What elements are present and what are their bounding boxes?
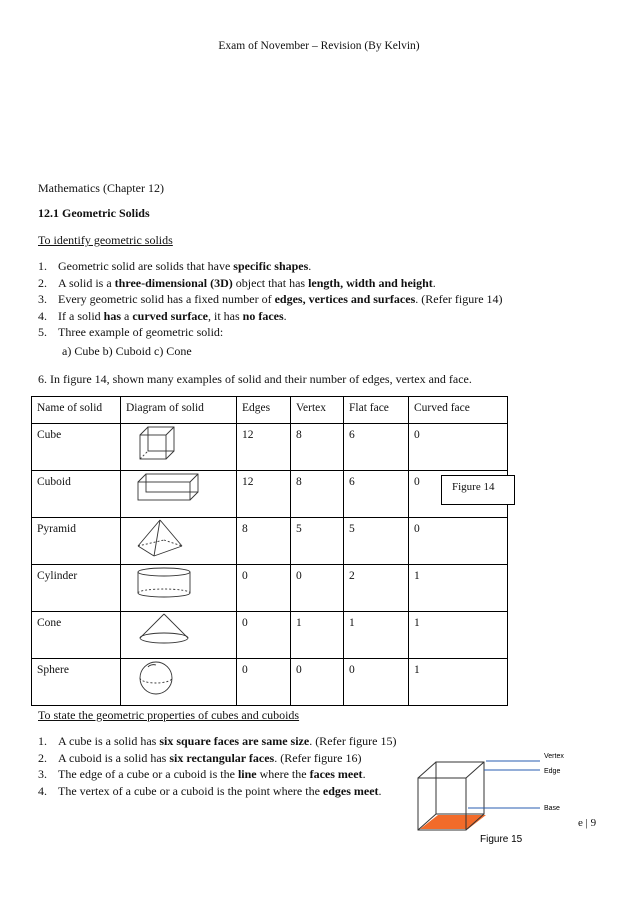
table-row [32,424,508,471]
subsection-identify: To identify geometric solids [38,233,173,247]
list-number: 3. [38,292,47,306]
list-item [38,308,503,325]
text: . [283,308,287,323]
cell-vertex: 8 [291,424,344,471]
bold-text: line [237,767,257,781]
text: The edge of a cube or a cuboid is the [58,767,238,781]
cylinder-diagram [134,565,231,604]
text: The vertex of a cube or a cuboid is the point where the [58,783,323,798]
bold-text: has [103,308,121,323]
cube-diagram [134,424,231,465]
table-row [32,518,508,565]
bold-text: six square faces are same size [159,734,310,748]
solids-list [38,258,503,341]
col-flat-face: Flat face [344,397,409,424]
cell-flat-face: 1 [344,612,409,659]
cell-diagram [121,565,237,612]
cell-diagram [121,518,237,565]
text: where the [256,767,310,781]
list-number: 5. [38,325,47,339]
cell-flat-face: 5 [344,518,409,565]
text: If a solid [58,308,104,323]
list-number: 4. [38,783,47,798]
cell-curved-face: 1 [409,659,508,706]
text: . [378,783,382,798]
list-number: 1. [38,259,47,273]
edge-label: Edge [544,768,561,775]
cell-curved-face: 0 [409,518,508,565]
chapter-line: Mathematics (Chapter 12) [38,181,164,195]
bold-text: length, width and height [308,275,433,290]
cell-flat-face: 6 [344,471,409,518]
table-row [32,471,508,518]
cuboid-diagram [134,471,231,508]
figure-14-label: Figure 14 [441,475,515,505]
text: , it has [207,308,243,323]
cell-vertex: 5 [291,518,344,565]
text: Three example of geometric solid: [58,325,224,339]
bold-text: six rectangular faces [169,750,275,765]
cell-vertex: 0 [291,565,344,612]
cell-curved-face: 0 [409,424,508,471]
list-number: 2. [38,750,47,765]
cell-name: Sphere [32,659,121,706]
cell-edges: 12 [237,471,291,518]
list-item [38,733,403,750]
item-6: 6. In figure 14, shown many examples of solid and their number of edges, vertex and face. [38,372,472,386]
list-number: 4. [38,308,47,323]
list-item [38,766,403,783]
table-row [32,612,508,659]
cell-name: Pyramid [32,518,121,565]
list-item [38,275,503,292]
cell-name: Cuboid [32,471,121,518]
col-edges: Edges [237,397,291,424]
list-number: 2. [38,275,47,290]
cell-edges: 12 [237,424,291,471]
bold-text: edges meet [322,783,379,798]
cell-edges: 8 [237,518,291,565]
cell-curved-face: 1 [409,565,508,612]
figure-15-caption: Figure 15 [480,834,523,844]
text: A cuboid is a solid has [58,750,170,765]
list-item [38,258,503,275]
list-number: 1. [38,734,47,748]
figure-15-cube [408,748,578,844]
cell-diagram [121,659,237,706]
bold-text: curved surface [132,308,208,323]
list-item [38,750,403,767]
cell-vertex: 1 [291,612,344,659]
list-number: 3. [38,767,47,781]
properties-list [38,733,403,799]
cell-edges: 0 [237,565,291,612]
examples-line: a) Cube b) Cuboid c) Cone [62,344,192,358]
cell-edges: 0 [237,659,291,706]
cell-name: Cone [32,612,121,659]
text: . [432,275,436,290]
cell-name: Cube [32,424,121,471]
cell-flat-face: 6 [344,424,409,471]
cell-flat-face: 0 [344,659,409,706]
col-vertex: Vertex [291,397,344,424]
table-header-row [32,397,508,424]
text: object that has [232,275,309,290]
cell-edges: 0 [237,612,291,659]
cell-flat-face: 2 [344,565,409,612]
page-header: Exam of November – Revision (By Kelvin) [218,40,420,52]
pyramid-diagram [134,518,231,563]
text: . [308,259,312,273]
cell-curved-face: 1 [409,612,508,659]
cell-name: Cylinder [32,565,121,612]
bold-text: no faces [242,308,284,323]
col-curved-face: Curved face [409,397,508,424]
subsection-properties: To state the geometric properties of cubes and cuboids [38,708,300,722]
bold-text: faces meet [309,767,363,781]
cell-diagram [121,471,237,518]
text: A cube is a solid has [58,734,160,748]
list-item [38,783,403,800]
section-title: 12.1 Geometric Solids [38,206,150,220]
vertex-label: Vertex [544,753,564,760]
col-name: Name of solid [32,397,121,424]
text: . (Refer figure 16) [274,750,362,765]
table-row [32,659,508,706]
bold-text: specific shapes [233,259,309,273]
cell-vertex: 8 [291,471,344,518]
text: A solid is a [58,275,115,290]
table-row [32,565,508,612]
cell-curved-face: 0 [409,471,508,518]
list-item [38,291,503,308]
text: . (Refer figure 15) [309,734,397,748]
solids-table [31,396,508,706]
text: a [121,308,133,323]
cell-diagram [121,612,237,659]
cube-base-face [420,815,486,829]
text: Geometric solid are solids that have [58,259,234,273]
cell-vertex: 0 [291,659,344,706]
list-item [38,324,503,341]
base-label: Base [544,805,560,812]
col-diagram: Diagram of solid [121,397,237,424]
sphere-diagram [134,659,231,700]
cone-diagram [134,612,231,651]
text: Every geometric solid has a fixed number of [58,292,275,306]
text: . [362,767,366,781]
bold-text: three-dimensional (3D) [114,275,233,290]
cell-diagram [121,424,237,471]
page-number: e | 9 [578,817,597,829]
bold-text: edges, vertices and surfaces [274,292,416,306]
text: . (Refer figure 14) [415,292,503,306]
